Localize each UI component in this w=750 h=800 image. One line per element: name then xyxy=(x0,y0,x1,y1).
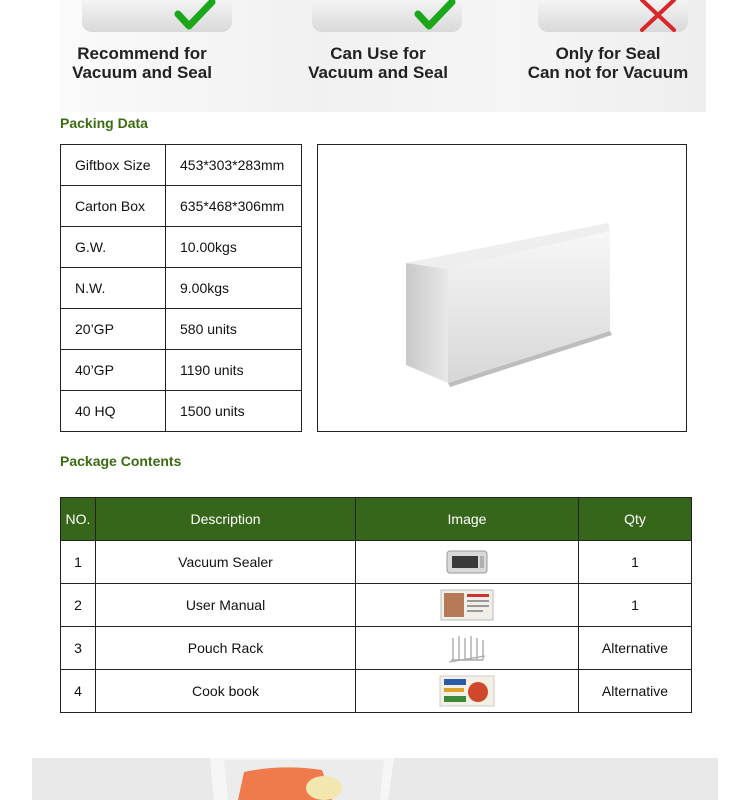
check-icon xyxy=(172,0,216,32)
table-row xyxy=(61,670,692,713)
table-row xyxy=(61,186,302,227)
row-number: 2 xyxy=(61,584,96,627)
vacuum-sealer-thumbnail xyxy=(446,547,488,577)
row-description: User Manual xyxy=(96,584,356,627)
row-qty: Alternative xyxy=(579,670,692,713)
user-manual-thumbnail xyxy=(440,588,494,622)
row-qty: 1 xyxy=(579,584,692,627)
row-qty: 1 xyxy=(579,541,692,584)
bag-type-banner xyxy=(60,0,706,112)
table-row xyxy=(61,350,302,391)
check-icon xyxy=(412,0,456,32)
packing-value: 580 units xyxy=(166,309,302,350)
carton-box-image xyxy=(317,144,687,432)
table-row xyxy=(61,309,302,350)
banner-caption: Can Use for Vacuum and Seal xyxy=(308,44,448,82)
row-number: 4 xyxy=(61,670,96,713)
carton-box-illustration xyxy=(318,145,686,431)
column-header: Image xyxy=(356,498,579,541)
table-row xyxy=(61,145,302,186)
packing-value: 1500 units xyxy=(166,391,302,432)
column-header: NO. xyxy=(61,498,96,541)
row-image-cell xyxy=(356,541,579,584)
column-header: Qty xyxy=(579,498,692,541)
row-description: Vacuum Sealer xyxy=(96,541,356,584)
cross-icon xyxy=(636,0,680,32)
row-number: 3 xyxy=(61,627,96,670)
packing-label: Carton Box xyxy=(61,186,166,227)
row-image-cell xyxy=(356,627,579,670)
column-header: Description xyxy=(96,498,356,541)
packing-label: Giftbox Size xyxy=(61,145,166,186)
packing-data-heading: Packing Data xyxy=(60,115,148,131)
package-contents-heading: Package Contents xyxy=(60,453,182,469)
table-row xyxy=(61,227,302,268)
table-row xyxy=(61,391,302,432)
table-row xyxy=(61,627,692,670)
packing-value: 1190 units xyxy=(166,350,302,391)
packing-value: 9.00kgs xyxy=(166,268,302,309)
packing-data-table xyxy=(60,144,302,432)
banner-caption: Only for Seal Can not for Vacuum xyxy=(527,44,689,82)
cook-book-thumbnail xyxy=(438,674,496,708)
banner-caption: Recommend for Vacuum and Seal xyxy=(72,44,212,82)
packing-label: G.W. xyxy=(61,227,166,268)
table-row xyxy=(61,584,692,627)
row-number: 1 xyxy=(61,541,96,584)
row-description: Cook book xyxy=(96,670,356,713)
packing-label: 40 HQ xyxy=(61,391,166,432)
pouch-rack-thumbnail xyxy=(445,632,489,664)
salmon-in-bag-image xyxy=(32,758,718,800)
table-row xyxy=(61,268,302,309)
packing-value: 10.00kgs xyxy=(166,227,302,268)
table-row xyxy=(61,541,692,584)
row-image-cell xyxy=(356,584,579,627)
packing-label: 20’GP xyxy=(61,309,166,350)
vacuum-bag-photo-banner xyxy=(32,758,718,800)
packing-label: N.W. xyxy=(61,268,166,309)
table-header-row xyxy=(61,498,692,541)
packing-value: 453*303*283mm xyxy=(166,145,302,186)
packing-label: 40’GP xyxy=(61,350,166,391)
row-image-cell xyxy=(356,670,579,713)
package-contents-table xyxy=(60,497,692,713)
row-qty: Alternative xyxy=(579,627,692,670)
packing-value: 635*468*306mm xyxy=(166,186,302,227)
row-description: Pouch Rack xyxy=(96,627,356,670)
